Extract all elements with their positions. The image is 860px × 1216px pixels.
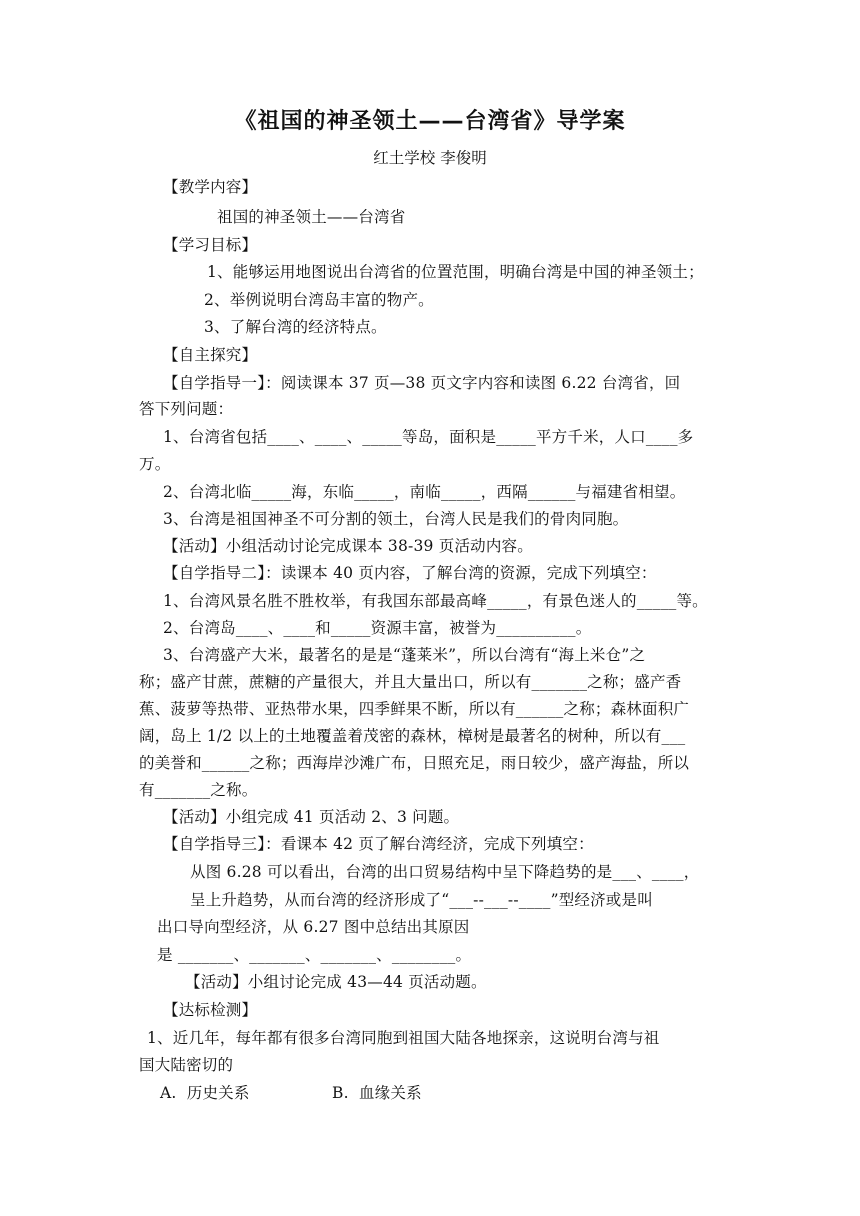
text-line: 称；盛产甘蔗，蔗糖的产量很大，并且大量出口，所以有_______之称；盛产香 (139, 673, 682, 691)
text-line: B. 血缘关系 (332, 1084, 422, 1102)
text-line: 【自学指导二】：读课本 40 页内容，了解台湾的资源，完成下列填空： (163, 564, 657, 582)
text-line: 3、台湾盛产大米，最著名的是是“蓬莱米”，所以台湾有“海上米仓”之 (163, 646, 646, 664)
text-line: 2、台湾岛____、____和_____资源丰富，被誉为__________。 (163, 619, 592, 637)
author-line: 红土学校 李俊明 (373, 149, 487, 167)
text-line: 国大陆密切的 (139, 1056, 234, 1074)
text-line: 【活动】小组完成 41 页活动 2、3 问题。 (163, 808, 460, 826)
text-line: 3、了解台湾的经济特点。 (204, 318, 387, 336)
text-line: 阔，岛上 1/2 以上的土地覆盖着茂密的森林，樟树是最著名的树种，所以有___ (139, 727, 686, 745)
text-line: 3、台湾是祖国神圣不可分割的领土，台湾人民是我们的骨肉同胞。 (163, 510, 629, 528)
text-line: 2、举例说明台湾岛丰富的物产。 (204, 291, 434, 309)
text-line: 1、台湾省包括____、____、_____等岛，面积是_____平方千米，人口____多 (163, 428, 694, 446)
text-line: A. 历史关系 (160, 1084, 250, 1102)
text-line: 1、台湾风景名胜不胜枚举，有我国东部最高峰_____，有景色迷人的_____等。 (163, 592, 708, 610)
document-title: 《祖国的神圣领土——台湾省》导学案 (234, 109, 626, 134)
text-line: 有_______之称。 (139, 781, 258, 799)
text-line: 【达标检测】 (163, 1001, 258, 1019)
text-line: 祖国的神圣领土——台湾省 (217, 208, 406, 226)
text-line: 呈上升趋势，从而台湾的经济形成了“___--___--____”型经济或是叫 (190, 891, 653, 909)
text-line: 【活动】小组讨论完成 43—44 页活动题。 (185, 973, 487, 991)
text-line: 1、近几年，每年都有很多台湾同胞到祖国大陆各地探亲，这说明台湾与祖 (147, 1029, 660, 1047)
text-line: 【自学指导一】：阅读课本 37 页—38 页文字内容和读图 6.22 台湾省，回 (163, 374, 681, 392)
text-line: 【自主探究】 (163, 346, 258, 364)
text-line: 出口导向型经济，从 6.27 图中总结出其原因 (157, 918, 470, 936)
text-line: 蕉、菠萝等热带、亚热带水果，四季鲜果不断，所以有______之称；森林面积广 (139, 700, 690, 718)
text-line: 【活动】小组活动讨论完成课本 38-39 页活动内容。 (163, 537, 533, 555)
text-line: 1、能够运用地图说出台湾省的位置范围，明确台湾是中国的神圣领土； (207, 263, 704, 281)
text-line: 【学习目标】 (163, 236, 258, 254)
text-line: 的美誉和______之称；西海岸沙滩广布，日照充足，雨日较少，盛产海盐，所以 (139, 754, 690, 772)
text-line: 万。 (139, 455, 171, 473)
text-line: 答下列问题： (139, 400, 234, 418)
text-line: 【自学指导三】：看课本 42 页了解台湾经济，完成下列填空： (163, 835, 594, 853)
text-line: 【教学内容】 (163, 178, 258, 196)
text-line: 从图 6.28 可以看出，台湾的出口贸易结构中呈下降趋势的是___、____， (190, 863, 700, 881)
text-line: 2、台湾北临_____海，东临_____，南临_____，西隔______与福建省相望。 (163, 483, 686, 501)
text-line: 是 _______、_______、_______、________。 (157, 946, 472, 964)
